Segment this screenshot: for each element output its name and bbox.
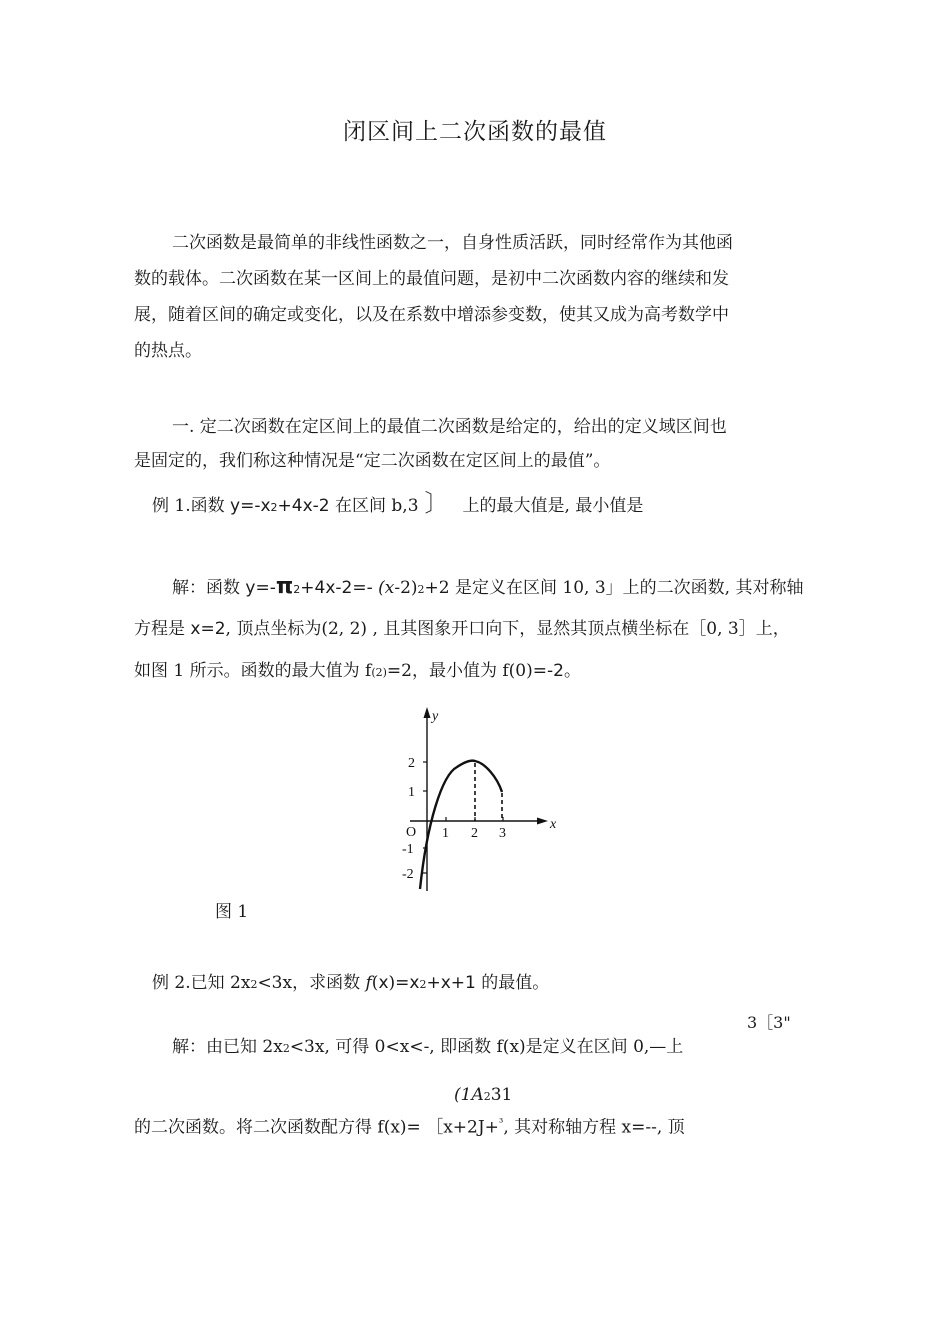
example2-paren-close: )= xyxy=(388,973,410,993)
solution2-prefix: 解：由已知 2x xyxy=(172,1037,283,1057)
solution1-line1-rest: +2 是定义在区间 10, 3」上的二次函数, 其对称轴 xyxy=(424,578,804,598)
solution2-line2-main: 的二次函数。将二次函数配方得 f(x)= ［x+2J+ xyxy=(134,1117,499,1138)
page-title: 闭区间上二次函数的最值 xyxy=(343,119,607,145)
example2-exp: 2 xyxy=(250,978,258,991)
example2-exp-2: 2 xyxy=(419,978,427,991)
parabola-curve xyxy=(420,761,502,889)
example-2 xyxy=(152,966,549,1002)
x-axis-arrow xyxy=(537,818,548,825)
intro-line-4: 的热点。 xyxy=(134,341,202,361)
example2-x: x xyxy=(409,973,420,993)
solution2-line-1 xyxy=(172,1030,683,1066)
example1-func: y=-x xyxy=(230,496,271,516)
example1-exp: 2 xyxy=(270,501,278,514)
solution1-exp: 2 xyxy=(293,583,301,596)
x-tick-label-3: 3 xyxy=(499,826,506,841)
example2-question: 的最值。 xyxy=(475,973,550,993)
solution1-vertex-form: (x xyxy=(372,578,395,598)
solution1-line-2 xyxy=(134,612,790,646)
x-tick-label-1: 1 xyxy=(442,826,449,841)
origin-label: O xyxy=(406,825,417,840)
x-tick-label-2: 2 xyxy=(471,826,478,841)
example2-condition: <3x，求函数 xyxy=(257,973,366,993)
solution1-exp-2: 2 xyxy=(417,583,425,596)
parabola-graph xyxy=(394,703,574,898)
example1-func-rest: +4x-2 xyxy=(277,496,330,516)
solution2-fraction-top xyxy=(454,1085,512,1105)
solution2-line-2 xyxy=(134,1106,685,1145)
solution2-superscript: ³ xyxy=(498,1116,504,1129)
example2-func-rest: +x+1 xyxy=(426,973,476,993)
example1-prefix: 例 1.函数 xyxy=(152,496,231,516)
solution1-line-1 xyxy=(172,570,803,607)
example2-var: x xyxy=(378,973,389,993)
solution1-min-text: =2，最小值为 f(0)= xyxy=(386,661,548,681)
solution1-func: y=- xyxy=(245,578,276,598)
solution1-axis-prefix: 方程是 xyxy=(134,619,191,639)
solution1-pi: π xyxy=(275,574,294,599)
solution2-floating-fraction: 3［3" xyxy=(747,1013,791,1032)
solution2-exp: 2 xyxy=(282,1042,290,1055)
solution1-max-prefix: 如图 1 所示。函数的最大值为 f xyxy=(134,661,372,681)
solution1-min-value: -2 xyxy=(547,661,564,681)
solution1-max-arg: (2) xyxy=(371,666,387,679)
y-tick-label-neg2: -2 xyxy=(402,867,414,882)
example2-f: f xyxy=(365,973,372,993)
example-1 xyxy=(152,486,643,525)
figure-caption: 图 1 xyxy=(215,902,249,922)
solution1-line-3 xyxy=(134,654,581,690)
section1-line-1: 一. 定二次函数在定区间上的最值二次函数是给定的，给出的定义域区间也 xyxy=(172,417,727,437)
y-tick-label-2: 2 xyxy=(408,756,415,771)
y-tick-label-neg1: -1 xyxy=(402,842,414,857)
solution2-line1-rest: <3x, 可得 0<x<-, 即函数 f(x)是定义在区间 0,—上 xyxy=(289,1037,684,1057)
solution1-line2-rest: , 顶点坐标为(2, 2) , 且其图象开口向下，显然其顶点横坐标在［0, 3］上， xyxy=(225,619,790,639)
x-axis-label: x xyxy=(550,817,557,832)
example2-paren-open: ( xyxy=(371,973,379,993)
solution2-frac-sub: 2 xyxy=(483,1090,491,1103)
solution1-period: 。 xyxy=(563,661,581,681)
example1-interval: 在区间 b,3 xyxy=(329,496,419,516)
solution2-frac-tail: 31 xyxy=(490,1085,513,1105)
solution1-axis-eq: x=2 xyxy=(190,619,226,639)
example1-question: 上的最大值是, 最小值是 xyxy=(462,496,644,516)
solution1-vertex-form-2: -2) xyxy=(394,578,418,598)
y-axis-label: y xyxy=(432,709,439,724)
example1-bracket: 〕 xyxy=(424,489,449,517)
example2-prefix: 例 2.已知 2x xyxy=(152,973,251,993)
y-axis-arrow xyxy=(424,707,431,718)
solution2-frac-paren: (1A xyxy=(454,1085,484,1105)
intro-line-2: 数的载体。二次函数在某一区间上的最值问题，是初中二次函数内容的继续和发 xyxy=(134,269,729,289)
y-tick-label-1: 1 xyxy=(408,785,415,800)
intro-line-3: 展，随着区间的确定或变化，以及在系数中增添参变数，使其又成为高考数学中 xyxy=(134,305,729,325)
solution2-line2-rest: , 其对称轴方程 x=--, 顶 xyxy=(503,1117,685,1138)
intro-line-1: 二次函数是最简单的非线性函数之一，自身性质活跃，同时经常作为其他函 xyxy=(172,233,733,253)
solution1-func-rest: +4x-2=- xyxy=(300,578,373,598)
section1-line-2: 是固定的，我们称这种情况是“定二次函数在定区间上的最值”。 xyxy=(134,451,611,471)
solution1-prefix: 解：函数 xyxy=(172,578,246,598)
